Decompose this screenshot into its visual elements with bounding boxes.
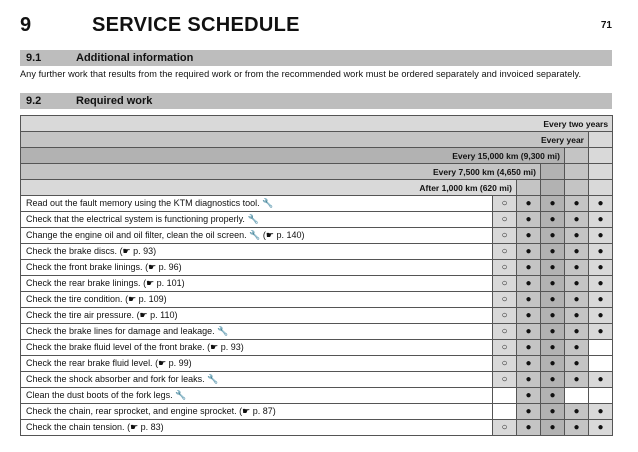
- task-cell: [21, 260, 493, 276]
- required-marker: ●: [589, 420, 613, 436]
- optional-marker: ○: [493, 276, 517, 292]
- required-marker: ●: [541, 324, 565, 340]
- empty-cell: [565, 388, 589, 404]
- optional-marker: ○: [493, 324, 517, 340]
- table-row: [21, 260, 613, 276]
- required-marker: ●: [541, 276, 565, 292]
- table-row: [21, 228, 613, 244]
- table-row: [21, 308, 613, 324]
- page-reference: (☛ p. 83): [127, 422, 164, 432]
- header-row-every-two-years: [21, 116, 613, 132]
- table-row: [21, 292, 613, 308]
- required-marker: ●: [565, 340, 589, 356]
- section-number: 9.1: [26, 52, 42, 64]
- required-marker: ●: [589, 372, 613, 388]
- header-row-every-7500: [21, 164, 613, 180]
- empty-cell: [493, 388, 517, 404]
- empty-cell: [589, 340, 613, 356]
- required-marker: ●: [565, 372, 589, 388]
- required-marker: ●: [589, 228, 613, 244]
- task-text: Check the rear brake linings.: [26, 278, 141, 288]
- required-marker: ●: [541, 404, 565, 420]
- page-header: [20, 14, 612, 36]
- required-marker: ●: [541, 388, 565, 404]
- task-text: Check the brake lines for damage and leakage.: [26, 326, 215, 336]
- wrench-icon: 🔧: [262, 198, 274, 208]
- required-marker: ●: [589, 308, 613, 324]
- required-marker: ●: [589, 292, 613, 308]
- required-marker: ●: [517, 276, 541, 292]
- required-marker: ●: [589, 196, 613, 212]
- chapter-title: SERVICE SCHEDULE: [92, 14, 300, 36]
- optional-marker: ○: [493, 244, 517, 260]
- page-reference: (☛ p. 93): [119, 246, 157, 256]
- optional-marker: ○: [493, 228, 517, 244]
- required-marker: ●: [541, 196, 565, 212]
- wrench-icon: 🔧: [247, 214, 259, 224]
- task-text: Change the engine oil and oil filter, clean the oil screen.: [26, 230, 247, 240]
- required-marker: ●: [541, 260, 565, 276]
- required-marker: ●: [589, 212, 613, 228]
- required-marker: ●: [541, 340, 565, 356]
- required-marker: ●: [541, 292, 565, 308]
- header-row-every-year: [21, 132, 613, 148]
- table-row: [21, 212, 613, 228]
- required-marker: ●: [541, 244, 565, 260]
- optional-marker: ○: [493, 212, 517, 228]
- task-cell: [21, 340, 493, 356]
- table-row: [21, 404, 613, 420]
- required-marker: ●: [589, 324, 613, 340]
- task-text: Read out the fault memory using the KTM diagnostics tool.: [26, 198, 260, 208]
- column-header-every-year: Every year: [21, 132, 589, 148]
- task-cell: [21, 324, 493, 340]
- task-cell: [21, 372, 493, 388]
- task-text: Check the rear brake fluid level.: [26, 358, 153, 368]
- wrench-icon: 🔧: [175, 390, 187, 400]
- chapter-number: 9: [20, 14, 32, 36]
- required-marker: ●: [589, 276, 613, 292]
- page-reference: (☛ p. 101): [143, 278, 185, 288]
- section-paragraph: Any further work that results from the required work or from the recommended work must be ordered separately and invoiced separately.: [20, 69, 582, 79]
- task-cell: [21, 196, 493, 212]
- optional-marker: ○: [493, 356, 517, 372]
- table-row: [21, 244, 613, 260]
- task-cell: [21, 212, 493, 228]
- header-row-after-1000: [21, 180, 613, 196]
- column-header-every-two-years: Every two years: [21, 116, 613, 132]
- table-row: [21, 420, 613, 436]
- required-marker: ●: [565, 356, 589, 372]
- required-marker: ●: [541, 356, 565, 372]
- wrench-icon: 🔧: [217, 326, 229, 336]
- header-row-every-15000: [21, 148, 613, 164]
- table-row: [21, 372, 613, 388]
- task-text: Check the tire air pressure.: [26, 310, 135, 320]
- section-title: Additional information: [76, 52, 194, 64]
- required-marker: ●: [565, 324, 589, 340]
- page-reference: (☛ p. 93): [207, 342, 244, 352]
- column-header-every-15000: Every 15,000 km (9,300 mi): [21, 148, 565, 164]
- optional-marker: ○: [493, 308, 517, 324]
- required-marker: ●: [565, 260, 589, 276]
- required-marker: ●: [517, 340, 541, 356]
- table-row: [21, 340, 613, 356]
- required-marker: ●: [517, 260, 541, 276]
- table-row: [21, 324, 613, 340]
- task-cell: [21, 244, 493, 260]
- service-schedule-table: [20, 115, 613, 436]
- page-reference: (☛ p. 109): [125, 294, 167, 304]
- required-marker: ●: [589, 244, 613, 260]
- required-marker: ●: [517, 292, 541, 308]
- required-marker: ●: [565, 308, 589, 324]
- task-text: Check the chain, rear sprocket, and engine sprocket.: [26, 406, 237, 416]
- task-cell: [21, 420, 493, 436]
- task-cell: [21, 292, 493, 308]
- required-marker: ●: [541, 420, 565, 436]
- column-header-after-1000: After 1,000 km (620 mi): [21, 180, 517, 196]
- task-text: Clean the dust boots of the fork legs.: [26, 390, 173, 400]
- task-cell: [21, 228, 493, 244]
- required-marker: ●: [565, 276, 589, 292]
- required-marker: ●: [565, 292, 589, 308]
- page-reference: (☛ p. 99): [155, 358, 192, 368]
- required-marker: ●: [517, 228, 541, 244]
- task-cell: [21, 356, 493, 372]
- task-cell: [21, 276, 493, 292]
- required-marker: ●: [517, 308, 541, 324]
- table-row: [21, 356, 613, 372]
- required-marker: ●: [565, 196, 589, 212]
- section-title: Required work: [76, 95, 153, 107]
- wrench-icon: 🔧: [207, 374, 219, 384]
- table-row: [21, 196, 613, 212]
- section-number: 9.2: [26, 95, 42, 107]
- task-text: Check the chain tension.: [26, 422, 125, 432]
- required-marker: ●: [565, 212, 589, 228]
- empty-cell: [589, 356, 613, 372]
- task-text: Check the brake fluid level of the front brake.: [26, 342, 205, 352]
- task-text: Check the tire condition.: [26, 294, 123, 304]
- task-text: Check that the electrical system is functioning properly.: [26, 214, 245, 224]
- table-row: [21, 388, 613, 404]
- required-marker: ●: [517, 212, 541, 228]
- required-marker: ●: [589, 404, 613, 420]
- page-reference: (☛ p. 140): [262, 230, 305, 240]
- required-marker: ●: [517, 372, 541, 388]
- optional-marker: ○: [493, 420, 517, 436]
- required-marker: ●: [517, 420, 541, 436]
- optional-marker: ○: [493, 372, 517, 388]
- table-row: [21, 276, 613, 292]
- empty-cell: [493, 404, 517, 420]
- required-marker: ●: [541, 308, 565, 324]
- required-marker: ●: [541, 212, 565, 228]
- required-marker: ●: [565, 404, 589, 420]
- required-marker: ●: [517, 196, 541, 212]
- task-text: Check the front brake linings.: [26, 262, 143, 272]
- task-cell: [21, 388, 493, 404]
- optional-marker: ○: [493, 260, 517, 276]
- page-reference: (☛ p. 87): [239, 406, 276, 416]
- required-marker: ●: [517, 388, 541, 404]
- required-marker: ●: [517, 404, 541, 420]
- optional-marker: ○: [493, 340, 517, 356]
- page-number: 71: [600, 20, 612, 31]
- required-marker: ●: [541, 228, 565, 244]
- wrench-icon: 🔧: [249, 230, 261, 240]
- page-reference: (☛ p. 96): [145, 262, 182, 272]
- task-cell: [21, 308, 493, 324]
- required-marker: ●: [565, 228, 589, 244]
- required-marker: ●: [565, 420, 589, 436]
- section-heading-required-work: [20, 93, 612, 109]
- required-marker: ●: [589, 260, 613, 276]
- optional-marker: ○: [493, 292, 517, 308]
- task-cell: [21, 404, 493, 420]
- task-text: Check the shock absorber and fork for leaks.: [26, 374, 205, 384]
- required-marker: ●: [517, 356, 541, 372]
- required-marker: ●: [565, 244, 589, 260]
- task-text: Check the brake discs.: [26, 246, 118, 256]
- optional-marker: ○: [493, 196, 517, 212]
- required-marker: ●: [517, 244, 541, 260]
- page-reference: (☛ p. 110): [136, 310, 178, 320]
- section-heading-additional-info: [20, 50, 612, 66]
- column-header-every-7500: Every 7,500 km (4,650 mi): [21, 164, 541, 180]
- required-marker: ●: [541, 372, 565, 388]
- empty-cell: [589, 388, 613, 404]
- required-marker: ●: [517, 324, 541, 340]
